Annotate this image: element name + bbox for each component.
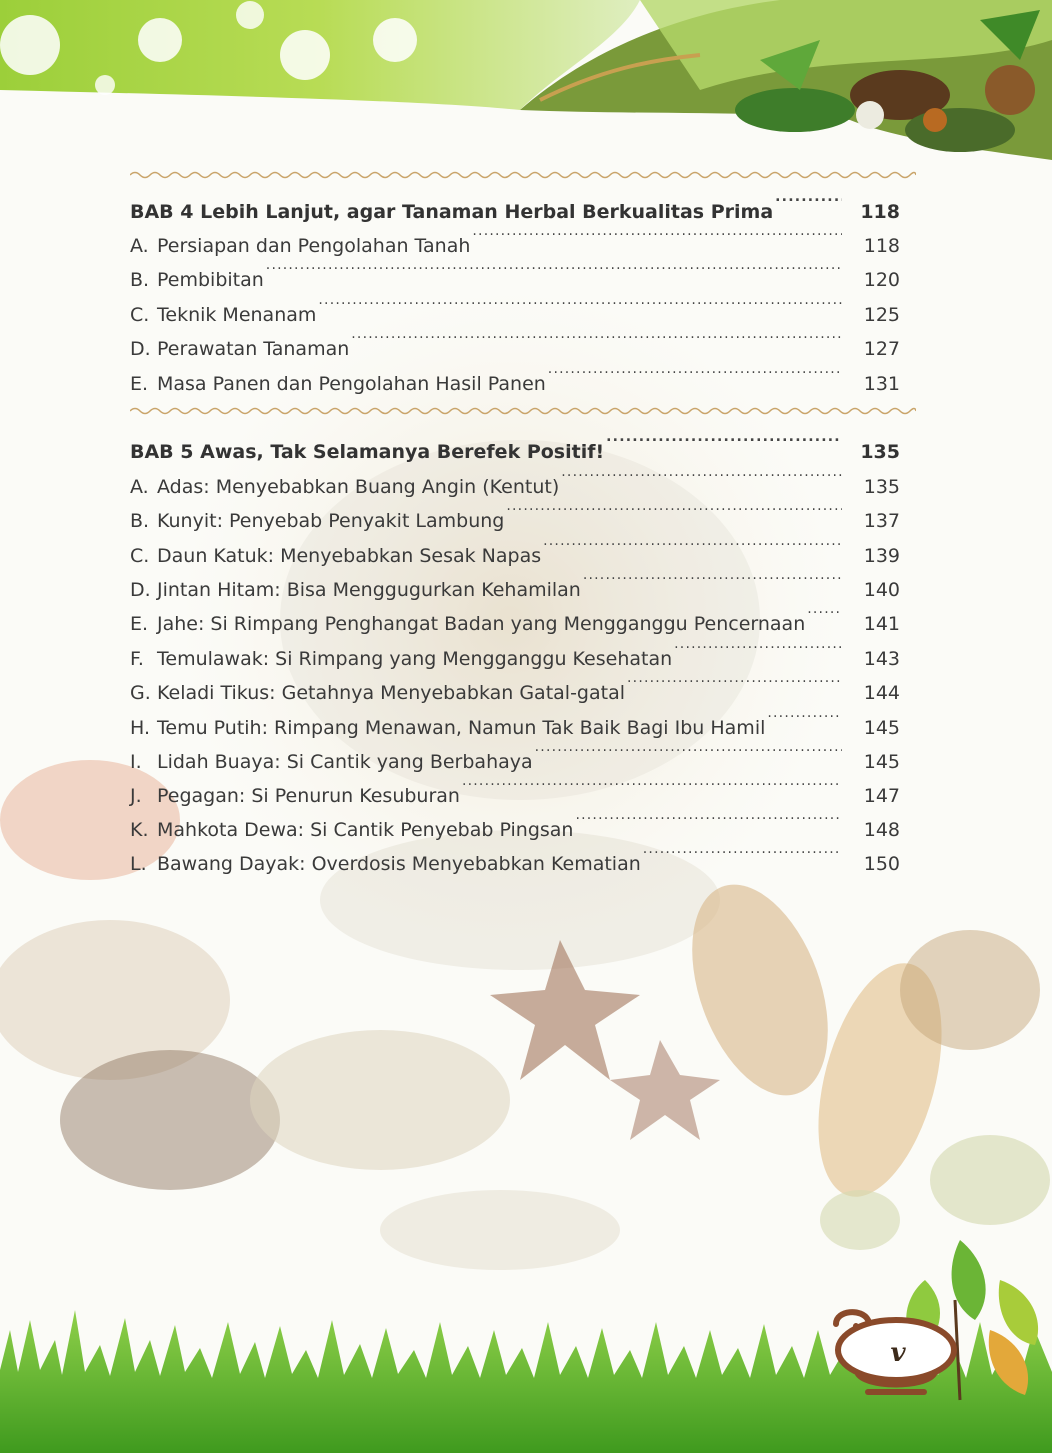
item-title: Lidah Buaya: Si Cantik yang Berbahaya xyxy=(157,751,533,773)
item-page: 127 xyxy=(863,338,900,360)
item-letter: E. xyxy=(130,613,149,635)
item-letter: H. xyxy=(130,717,150,739)
dot-leader xyxy=(643,840,842,870)
item-page: 118 xyxy=(863,235,900,257)
item-letter: D. xyxy=(130,579,151,601)
toc-item[interactable] xyxy=(130,463,916,498)
item-letter: K. xyxy=(130,819,149,841)
item-letter: C. xyxy=(130,304,150,326)
dot-leader xyxy=(807,600,842,630)
item-page: 135 xyxy=(863,476,900,498)
toc-item[interactable] xyxy=(130,566,916,601)
item-page: 143 xyxy=(863,648,900,670)
dot-leader xyxy=(575,806,842,836)
dot-leader xyxy=(535,738,842,768)
item-letter: F. xyxy=(130,648,144,670)
dot-leader xyxy=(767,704,842,734)
wavy-divider xyxy=(130,170,916,180)
toc-item[interactable] xyxy=(130,256,916,291)
dot-leader xyxy=(351,325,842,355)
chapter-entry[interactable] xyxy=(130,188,916,223)
dot-leader xyxy=(506,497,842,527)
toc-item[interactable] xyxy=(130,635,916,670)
item-title: Persiapan dan Pengolahan Tanah xyxy=(157,235,471,257)
item-page: 148 xyxy=(863,819,900,841)
dot-leader xyxy=(775,188,842,218)
item-letter: A. xyxy=(130,476,149,498)
dot-leader xyxy=(266,256,842,286)
item-page: 131 xyxy=(863,373,900,395)
item-letter: G. xyxy=(130,682,151,704)
dot-leader xyxy=(548,360,842,390)
item-title: Bawang Dayak: Overdosis Menyebabkan Kematian xyxy=(157,853,641,875)
item-page: 139 xyxy=(863,545,900,567)
toc-item[interactable] xyxy=(130,360,916,395)
toc-item[interactable] xyxy=(130,669,916,704)
dot-leader xyxy=(606,428,842,458)
toc-item[interactable] xyxy=(130,772,916,807)
chapter-page: 118 xyxy=(860,201,900,223)
toc-item[interactable] xyxy=(130,806,916,841)
item-title: Jintan Hitam: Bisa Menggugurkan Kehamilan xyxy=(157,579,581,601)
chapter-title: BAB 4 Lebih Lanjut, agar Tanaman Herbal Berkualitas Prima xyxy=(130,201,774,223)
item-letter: E. xyxy=(130,373,149,395)
item-title: Mahkota Dewa: Si Cantik Penyebab Pingsan xyxy=(157,819,574,841)
dot-leader xyxy=(561,463,842,493)
chapter-title: BAB 5 Awas, Tak Selamanya Berefek Positif! xyxy=(130,441,605,463)
item-page: 144 xyxy=(863,682,900,704)
chapter-entry[interactable] xyxy=(130,428,916,463)
toc-item[interactable] xyxy=(130,222,916,257)
item-title: Adas: Menyebabkan Buang Angin (Kentut) xyxy=(157,476,560,498)
item-title: Temu Putih: Rimpang Menawan, Namun Tak Baik Bagi Ibu Hamil xyxy=(157,717,766,739)
toc-item[interactable] xyxy=(130,291,916,326)
toc-item[interactable] xyxy=(130,738,916,773)
item-letter: D. xyxy=(130,338,151,360)
item-title: Perawatan Tanaman xyxy=(157,338,350,360)
page-number: v xyxy=(890,1338,906,1368)
toc-item[interactable] xyxy=(130,840,916,875)
item-title: Pembibitan xyxy=(157,269,264,291)
dot-leader xyxy=(318,291,842,321)
item-title: Masa Panen dan Pengolahan Hasil Panen xyxy=(157,373,546,395)
item-title: Jahe: Si Rimpang Penghangat Badan yang Mengganggu Pencernaan xyxy=(157,613,806,635)
item-letter: I. xyxy=(130,751,142,773)
item-page: 140 xyxy=(863,579,900,601)
wavy-divider xyxy=(130,406,916,416)
item-letter: C. xyxy=(130,545,150,567)
item-title: Teknik Menanam xyxy=(157,304,317,326)
item-page: 125 xyxy=(863,304,900,326)
item-title: Temulawak: Si Rimpang yang Mengganggu Kesehatan xyxy=(157,648,673,670)
item-page: 141 xyxy=(863,613,900,635)
chapter-page: 135 xyxy=(860,441,900,463)
dot-leader xyxy=(462,772,842,802)
dot-leader xyxy=(627,669,842,699)
dot-leader xyxy=(472,222,842,252)
item-page: 137 xyxy=(863,510,900,532)
item-title: Kunyit: Penyebab Penyakit Lambung xyxy=(157,510,505,532)
item-page: 145 xyxy=(863,751,900,773)
item-title: Pegagan: Si Penurun Kesuburan xyxy=(157,785,460,807)
item-page: 120 xyxy=(863,269,900,291)
dot-leader xyxy=(543,532,842,562)
toc-item[interactable] xyxy=(130,497,916,532)
item-letter: J. xyxy=(130,785,142,807)
item-title: Daun Katuk: Menyebabkan Sesak Napas xyxy=(157,545,542,567)
toc-item[interactable] xyxy=(130,325,916,360)
toc-item[interactable] xyxy=(130,532,916,567)
dot-leader xyxy=(583,566,842,596)
item-letter: L. xyxy=(130,853,147,875)
item-page: 147 xyxy=(863,785,900,807)
toc-item[interactable] xyxy=(130,600,916,635)
item-letter: B. xyxy=(130,269,150,291)
item-title: Keladi Tikus: Getahnya Menyebabkan Gatal-gatal xyxy=(157,682,626,704)
dot-leader xyxy=(674,635,842,665)
item-page: 150 xyxy=(863,853,900,875)
item-page: 145 xyxy=(863,717,900,739)
item-letter: B. xyxy=(130,510,150,532)
toc-item[interactable] xyxy=(130,704,916,739)
item-letter: A. xyxy=(130,235,149,257)
